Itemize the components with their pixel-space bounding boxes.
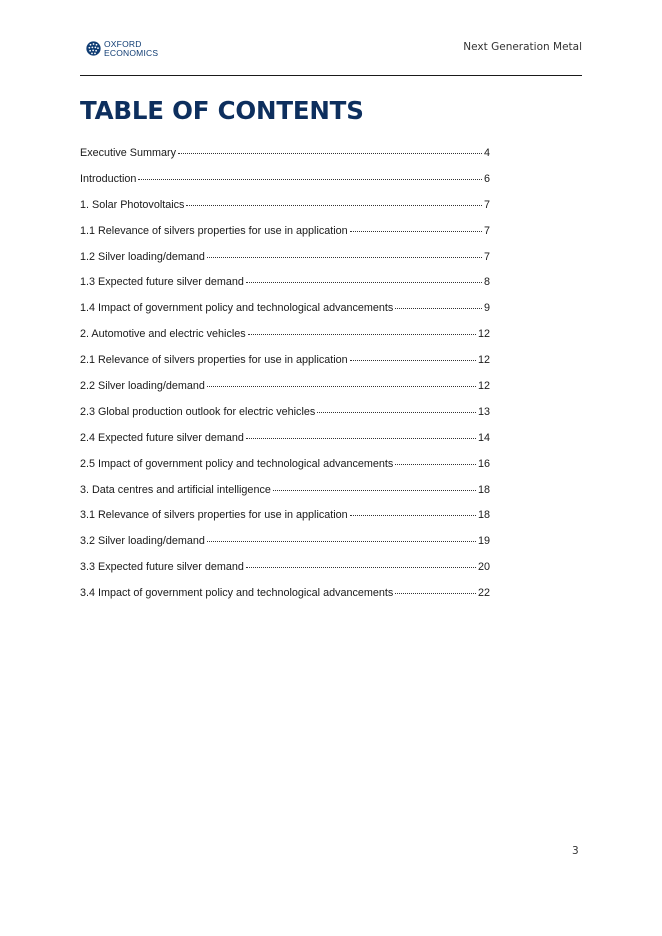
- toc-entry-label[interactable]: 2.2 Silver loading/demand: [80, 380, 205, 393]
- toc-entry[interactable]: [80, 302, 490, 328]
- toc-dot-leader: [178, 153, 482, 154]
- toc-entry[interactable]: [80, 484, 490, 510]
- toc-dot-leader: [350, 515, 476, 516]
- toc-entry[interactable]: [80, 251, 490, 277]
- toc-entry-page[interactable]: 14: [477, 431, 490, 444]
- toc-dot-leader: [273, 490, 476, 491]
- toc-entry-page[interactable]: 9: [483, 302, 490, 315]
- toc-entry[interactable]: [80, 354, 490, 380]
- toc-entry-page[interactable]: 6: [483, 172, 490, 185]
- toc-entry[interactable]: [80, 509, 490, 535]
- toc-entry-page[interactable]: 4: [483, 147, 490, 159]
- toc-dot-leader: [138, 179, 482, 180]
- toc-entry-page[interactable]: 8: [483, 276, 490, 289]
- logo-line-1: OXFORD: [104, 39, 142, 49]
- toc-entry[interactable]: [80, 587, 490, 613]
- toc-entry-label[interactable]: 1.2 Silver loading/demand: [80, 250, 205, 263]
- toc-dot-leader: [350, 231, 482, 232]
- toc-dot-leader: [317, 412, 476, 413]
- toc-dot-leader: [248, 334, 476, 335]
- toc-entry[interactable]: [80, 406, 490, 432]
- page-header: [80, 38, 582, 76]
- toc-entry-label[interactable]: 1.3 Expected future silver demand: [80, 276, 244, 289]
- toc-dot-leader: [350, 360, 476, 361]
- toc-dot-leader: [395, 593, 476, 594]
- toc-entry-label[interactable]: Introduction: [80, 172, 137, 185]
- toc-entry-label[interactable]: 2. Automotive and electric vehicles: [80, 328, 246, 341]
- toc-entry-page[interactable]: 7: [483, 224, 490, 237]
- toc-entry-page[interactable]: 22: [477, 587, 490, 600]
- toc-entry-label[interactable]: 2.4 Expected future silver demand: [80, 431, 244, 444]
- page-number: 3: [572, 845, 579, 857]
- toc-dot-leader: [246, 282, 482, 283]
- toc-entry[interactable]: [80, 173, 490, 199]
- toc-dot-leader: [246, 438, 476, 439]
- toc-entry[interactable]: [80, 328, 490, 354]
- toc-dot-leader: [186, 205, 482, 206]
- toc-dot-leader: [207, 541, 476, 542]
- toc-entry-page[interactable]: 13: [477, 405, 490, 418]
- toc-entry-label[interactable]: 2.1 Relevance of silvers properties for use in application: [80, 354, 348, 367]
- toc-entry[interactable]: [80, 432, 490, 458]
- toc-entry[interactable]: [80, 199, 490, 225]
- toc-entry[interactable]: [80, 561, 490, 587]
- toc-entry-page[interactable]: 7: [483, 198, 490, 211]
- toc-entry-page[interactable]: 12: [477, 380, 490, 393]
- toc-entry-page[interactable]: 19: [477, 535, 490, 548]
- toc-entry-page[interactable]: 18: [477, 483, 490, 496]
- toc-entry-page[interactable]: 12: [477, 354, 490, 367]
- toc-entry[interactable]: [80, 225, 490, 251]
- oxford-economics-logo: [86, 40, 158, 57]
- logo-line-2: ECONOMICS: [104, 47, 159, 58]
- toc-dot-leader: [246, 567, 476, 568]
- toc-entry-page[interactable]: 18: [477, 509, 490, 522]
- toc-entry[interactable]: [80, 535, 490, 561]
- toc-entry-page[interactable]: 12: [477, 328, 490, 341]
- globe-icon: [86, 41, 101, 56]
- toc-entry-label[interactable]: 3. Data centres and artificial intelligence: [80, 483, 271, 496]
- toc-entry[interactable]: [80, 458, 490, 484]
- toc-entry-label[interactable]: 1. Solar Photovoltaics: [80, 198, 185, 211]
- toc-entry-label[interactable]: Executive Summary: [80, 147, 177, 159]
- toc-entry-label[interactable]: 3.4 Impact of government policy and technological advancements: [80, 587, 394, 600]
- toc-dot-leader: [395, 308, 482, 309]
- toc-entry[interactable]: [80, 147, 490, 173]
- toc-list: [80, 147, 490, 613]
- toc-dot-leader: [395, 464, 476, 465]
- toc-entry-label[interactable]: 1.1 Relevance of silvers properties for use in application: [80, 224, 348, 237]
- toc-entry-page[interactable]: 16: [477, 457, 490, 470]
- toc-entry[interactable]: [80, 380, 490, 406]
- toc-entry-label[interactable]: 3.3 Expected future silver demand: [80, 561, 244, 574]
- toc-dot-leader: [207, 386, 476, 387]
- document-title: Next Generation Metal: [463, 41, 582, 53]
- toc-entry-label[interactable]: 2.3 Global production outlook for electric vehicles: [80, 405, 316, 418]
- toc-entry-label[interactable]: 1.4 Impact of government policy and technological advancements: [80, 302, 394, 315]
- toc-entry-page[interactable]: 7: [483, 250, 490, 263]
- toc-dot-leader: [207, 257, 482, 258]
- toc-heading: TABLE OF CONTENTS: [80, 96, 364, 125]
- toc-entry[interactable]: [80, 276, 490, 302]
- toc-entry-page[interactable]: 20: [477, 561, 490, 574]
- toc-entry-label[interactable]: 2.5 Impact of government policy and technological advancements: [80, 457, 394, 470]
- toc-entry-label[interactable]: 3.1 Relevance of silvers properties for use in application: [80, 509, 348, 522]
- toc-entry-label[interactable]: 3.2 Silver loading/demand: [80, 535, 205, 548]
- logo-wordmark: [104, 40, 158, 57]
